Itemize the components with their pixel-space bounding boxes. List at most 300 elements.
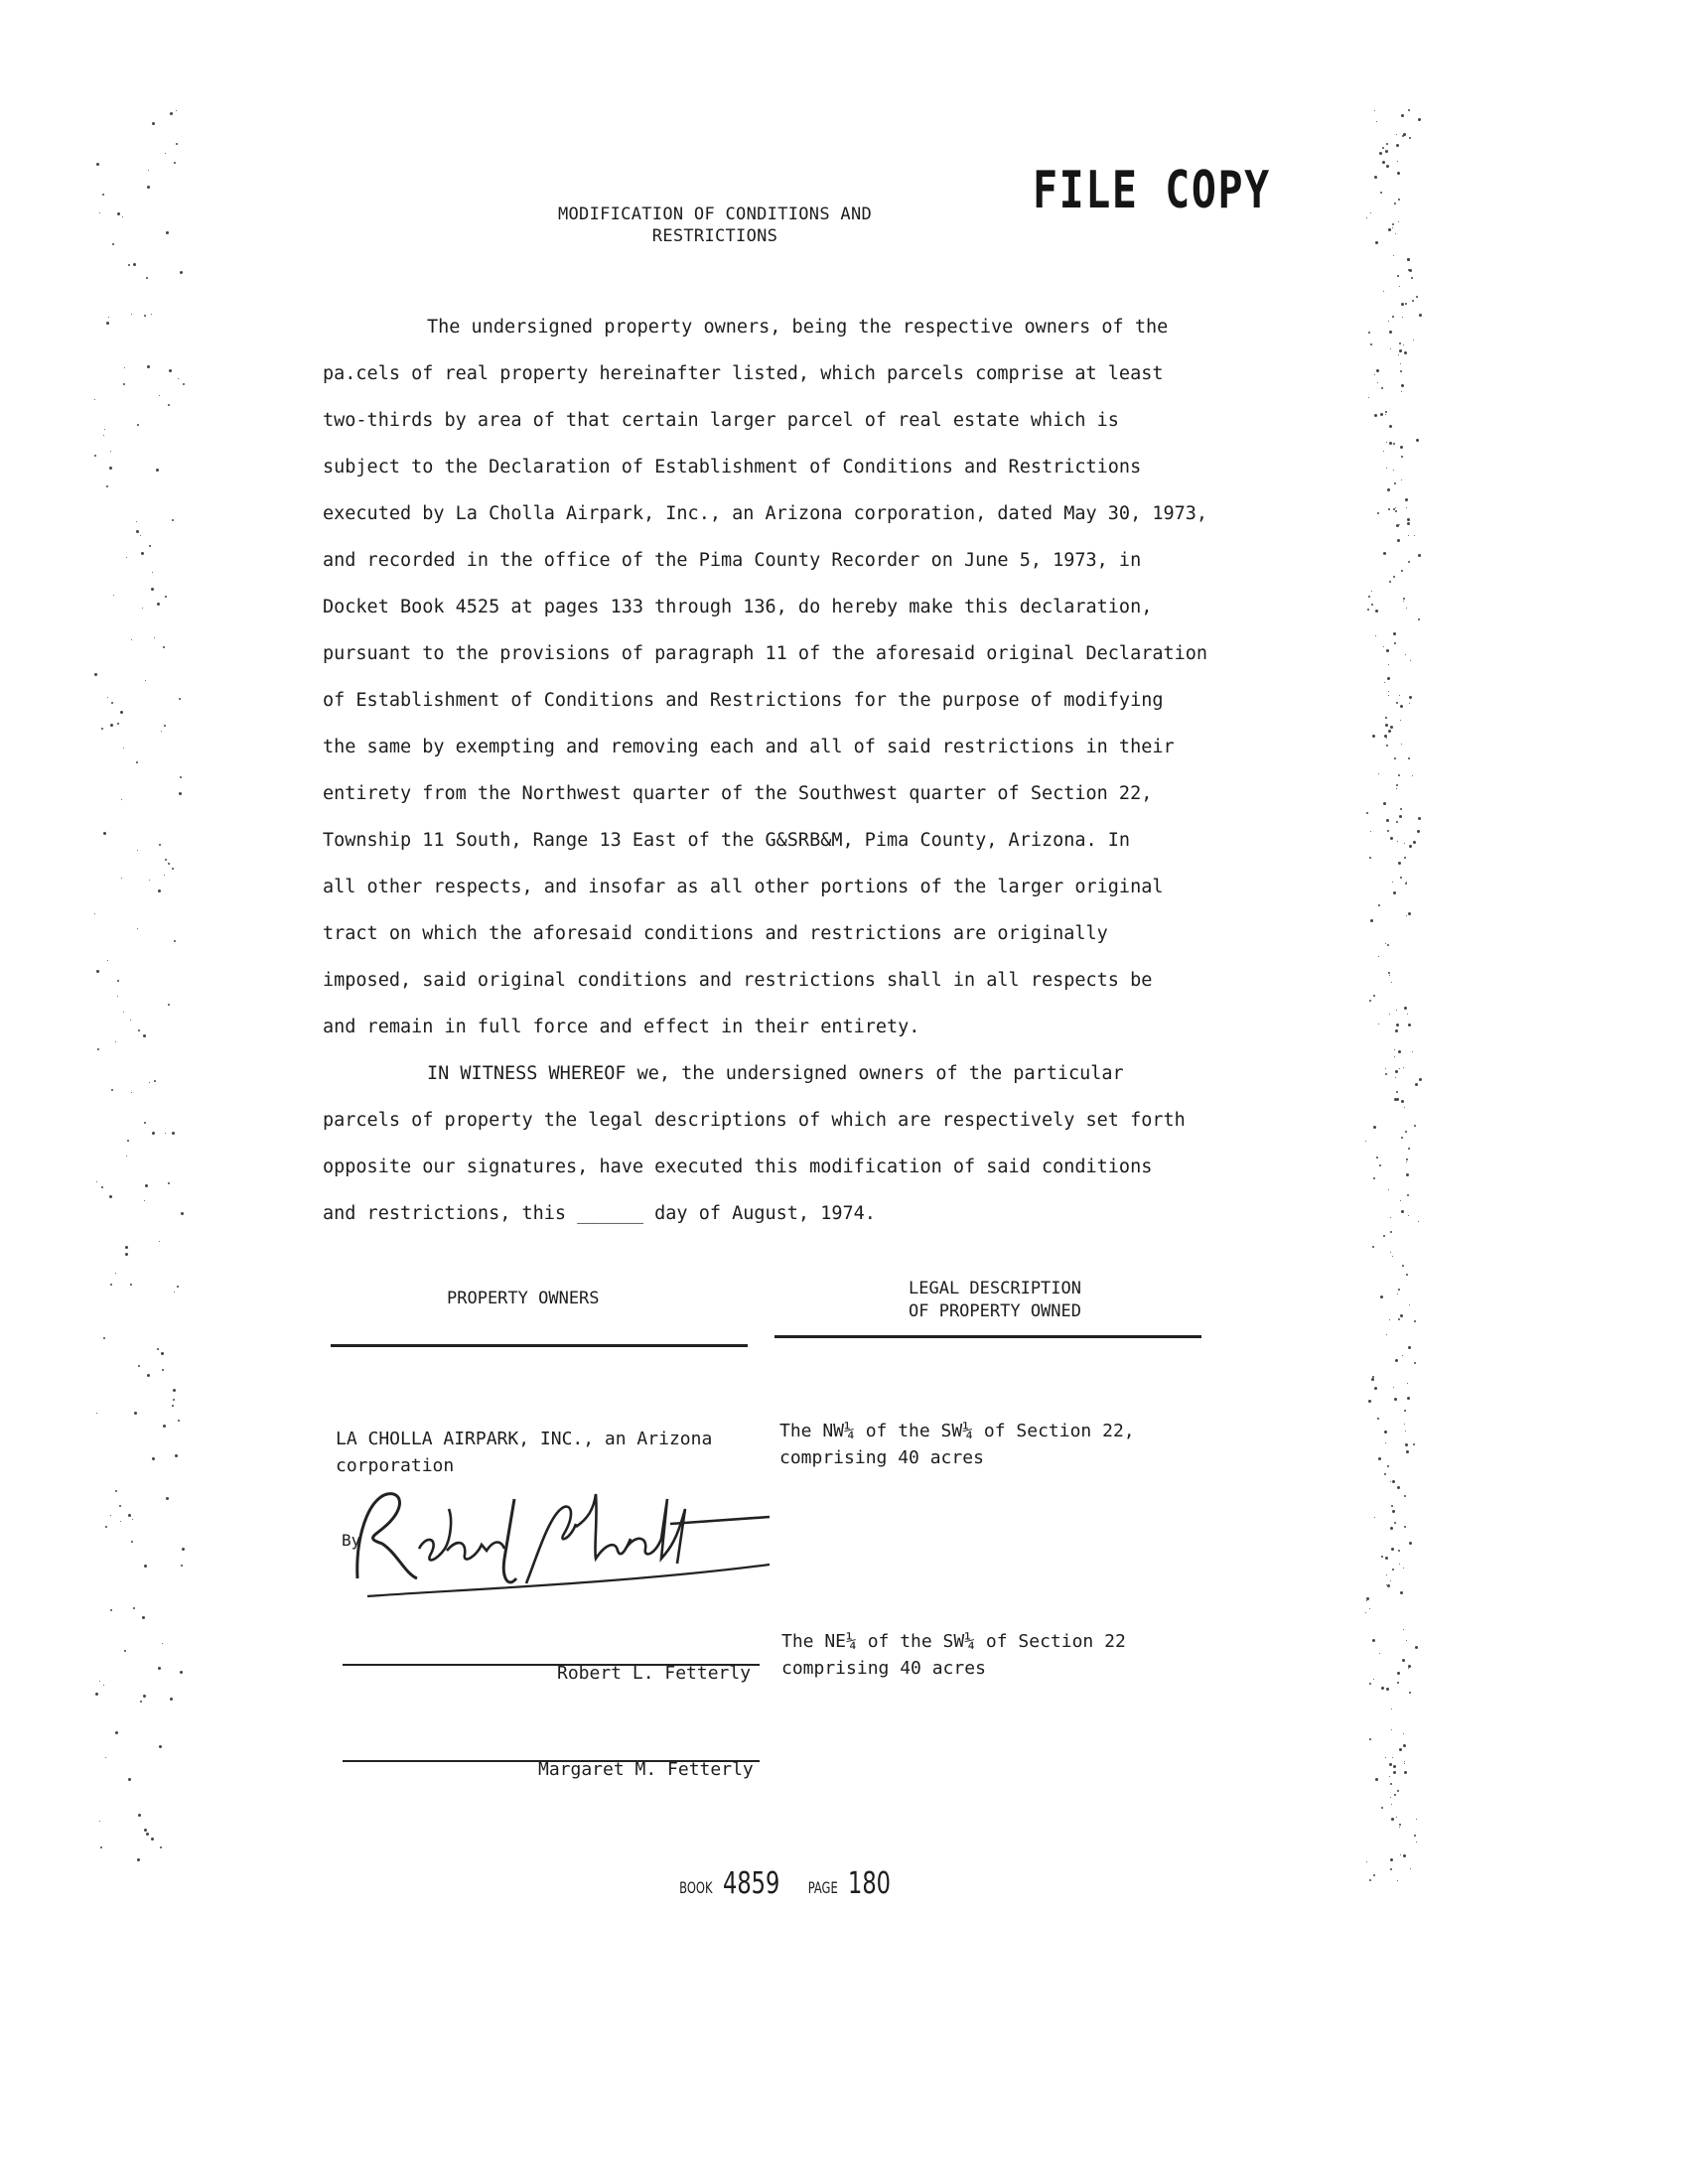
scan-speck <box>1412 300 1414 302</box>
scan-speck <box>1406 1161 1407 1162</box>
scan-speck <box>1390 1797 1391 1798</box>
scan-speck <box>1386 143 1388 145</box>
scan-speck <box>1369 1683 1371 1685</box>
scan-speck <box>1399 1748 1402 1751</box>
scan-speck <box>1389 331 1392 334</box>
scan-speck <box>138 1029 140 1031</box>
scan-speck <box>1408 109 1410 111</box>
owner-type: corporation <box>336 1455 455 1476</box>
scan-speck <box>104 429 105 430</box>
scan-speck <box>1394 1398 1397 1401</box>
scan-speck <box>1380 1296 1383 1298</box>
scan-speck <box>1408 912 1411 915</box>
scan-speck <box>1399 286 1400 287</box>
scan-speck <box>1416 439 1419 442</box>
scan-speck <box>183 383 185 385</box>
scan-speck <box>124 367 125 368</box>
scan-speck <box>101 728 103 730</box>
scan-speck <box>1409 1542 1412 1545</box>
body-line: of Establishment of Conditions and Restrictions for the purpose of modifying <box>323 690 1164 711</box>
scan-speck <box>1374 110 1375 111</box>
scan-speck <box>1383 291 1384 292</box>
scan-speck <box>1393 255 1394 256</box>
scan-speck <box>176 110 177 111</box>
witness-line: parcels of property the legal descriptions of which are respectively set forth <box>323 1110 1186 1131</box>
scan-speck <box>1368 397 1369 398</box>
scan-speck <box>1402 1265 1404 1267</box>
scan-speck <box>174 162 176 164</box>
scan-speck <box>1406 1159 1408 1160</box>
scan-speck <box>1418 1221 1419 1222</box>
scan-speck <box>1400 1200 1401 1201</box>
scan-speck <box>103 832 106 835</box>
scan-speck <box>144 1829 147 1832</box>
scan-speck <box>99 1681 100 1682</box>
scan-speck <box>151 588 154 591</box>
scan-speck <box>1385 943 1386 944</box>
scan-speck <box>1389 1319 1390 1320</box>
owners-column-rule <box>331 1344 748 1347</box>
scan-speck <box>1386 442 1387 443</box>
scan-speck <box>1370 831 1371 832</box>
scan-speck <box>1403 598 1405 600</box>
scan-speck <box>163 646 165 648</box>
scan-speck <box>117 723 119 725</box>
scan-speck <box>1392 882 1393 883</box>
scan-speck <box>1403 1733 1404 1734</box>
scan-speck <box>1396 784 1398 786</box>
body-line: subject to the Declaration of Establishment of Conditions and Restrictions <box>323 457 1142 478</box>
scan-speck <box>178 378 179 379</box>
scan-speck <box>1374 414 1377 417</box>
scan-speck <box>1392 1569 1394 1570</box>
legal-description: comprising 40 acres <box>781 1658 986 1679</box>
scan-speck <box>1374 1387 1377 1390</box>
scan-speck <box>181 1565 183 1567</box>
scan-speck <box>1375 635 1376 636</box>
legal-description-header-line-2: OF PROPERTY OWNED <box>909 1301 1081 1321</box>
scan-speck <box>101 1186 103 1188</box>
scan-speck <box>1387 1465 1389 1467</box>
scan-speck <box>1403 601 1404 602</box>
scan-speck <box>1393 632 1396 635</box>
scan-speck <box>1377 1418 1379 1420</box>
scan-speck <box>1385 414 1386 415</box>
scan-speck <box>1403 1629 1404 1630</box>
scan-speck <box>1384 1431 1387 1433</box>
scan-speck <box>1404 843 1405 844</box>
scan-speck <box>160 1846 162 1848</box>
scan-speck <box>1418 618 1420 620</box>
legal-description: The NW¼ of the SW¼ of Section 22, <box>779 1421 1135 1441</box>
book-number: 4859 <box>722 1866 779 1901</box>
scan-speck <box>159 1241 160 1242</box>
scan-speck <box>1370 212 1371 213</box>
scan-speck <box>137 1858 140 1861</box>
scan-speck <box>1377 512 1379 514</box>
owner-name: LA CHOLLA AIRPARK, INC., an Arizona <box>336 1429 713 1449</box>
scan-speck <box>128 1514 131 1517</box>
scan-speck <box>1375 610 1378 613</box>
scan-speck <box>1377 382 1378 383</box>
scan-speck <box>1399 1827 1400 1828</box>
scan-speck <box>1414 1320 1416 1322</box>
scan-speck <box>1394 1049 1395 1050</box>
scan-speck <box>131 639 132 640</box>
body-line: all other respects, and insofar as all other portions of the larger original <box>323 877 1164 897</box>
scan-speck <box>142 1616 145 1619</box>
scan-speck <box>130 1020 131 1021</box>
scan-speck <box>1414 535 1415 536</box>
scan-speck <box>154 1080 156 1082</box>
scan-speck <box>1399 524 1400 525</box>
scan-speck <box>1404 1424 1405 1425</box>
scan-speck <box>149 1082 150 1083</box>
scan-speck <box>1387 488 1390 491</box>
scan-speck <box>1411 277 1413 279</box>
scan-speck <box>1390 837 1393 840</box>
witness-line: IN WITNESS WHEREOF we, the undersigned owners of the particular <box>427 1063 1124 1084</box>
scan-speck <box>1409 845 1412 848</box>
scan-speck <box>126 557 127 558</box>
scan-speck <box>1405 1443 1408 1446</box>
scan-speck <box>140 535 141 536</box>
scan-speck <box>1398 199 1400 201</box>
scan-speck <box>137 424 139 426</box>
scan-speck <box>1397 1682 1399 1684</box>
scan-speck <box>154 637 155 638</box>
scan-speck <box>147 365 150 368</box>
scan-speck <box>110 451 111 452</box>
scan-speck <box>165 859 167 861</box>
scan-speck <box>110 724 113 727</box>
scan-speck <box>1385 1068 1386 1069</box>
scan-speck <box>1399 1564 1400 1565</box>
scan-speck <box>174 1292 175 1293</box>
scan-speck <box>1402 135 1404 137</box>
scan-speck <box>107 697 108 698</box>
body-line: Township 11 South, Range 13 East of the G&SRB&M, Pima County, Arizona. In <box>323 830 1131 851</box>
scan-speck <box>1374 176 1377 179</box>
scan-speck <box>1398 1289 1400 1291</box>
scan-speck <box>165 596 167 598</box>
scan-speck <box>1382 147 1384 149</box>
scan-speck <box>1408 561 1410 563</box>
scan-speck <box>1405 498 1408 501</box>
scan-speck <box>1408 1215 1409 1216</box>
scan-speck <box>1393 470 1394 471</box>
scan-speck <box>117 980 119 982</box>
scan-speck <box>133 1607 135 1609</box>
scan-speck <box>1373 1679 1374 1680</box>
scan-speck <box>158 1667 161 1670</box>
scan-speck <box>1385 1073 1387 1075</box>
scan-speck <box>176 143 178 145</box>
scan-speck <box>1404 1761 1405 1762</box>
scan-speck <box>1373 1874 1375 1876</box>
scan-speck <box>115 1273 116 1274</box>
scan-speck <box>132 1519 133 1520</box>
scan-speck <box>1383 802 1386 805</box>
scan-speck <box>1412 775 1413 776</box>
scan-speck <box>1390 1783 1392 1785</box>
scan-speck <box>1398 1318 1400 1320</box>
scan-speck <box>131 314 132 315</box>
scan-speck <box>1389 1763 1392 1766</box>
by-label: By <box>342 1531 361 1550</box>
scan-speck <box>1407 1014 1408 1015</box>
scan-speck <box>1404 1771 1407 1774</box>
scan-speck <box>1400 877 1402 879</box>
scan-speck <box>1395 1359 1398 1362</box>
scan-speck <box>1401 384 1404 387</box>
scan-speck <box>123 1012 124 1013</box>
scan-speck <box>109 1195 112 1198</box>
scan-speck <box>1379 1653 1380 1654</box>
scan-speck <box>1408 1346 1411 1349</box>
scan-speck <box>138 1814 141 1817</box>
scan-speck <box>1398 1550 1400 1552</box>
scan-speck <box>1386 649 1389 652</box>
scan-speck <box>1400 370 1402 372</box>
scan-speck <box>1398 1050 1401 1053</box>
scan-speck <box>1405 303 1407 305</box>
body-line: and remain in full force and effect in their entirety. <box>323 1017 920 1037</box>
scan-speck <box>105 1757 106 1758</box>
scan-speck <box>1387 677 1390 680</box>
scan-speck <box>151 1838 154 1841</box>
scan-speck <box>1400 705 1403 708</box>
scan-speck <box>1405 654 1406 655</box>
scan-speck <box>1407 518 1410 521</box>
scan-speck <box>1384 1473 1386 1475</box>
scan-speck <box>131 1092 132 1093</box>
page-number: 180 <box>847 1866 891 1901</box>
scan-speck <box>1391 1708 1392 1709</box>
scan-speck <box>1414 1125 1416 1127</box>
scan-speck <box>128 1778 131 1781</box>
scan-speck <box>1370 919 1373 922</box>
scan-speck <box>1390 1231 1392 1233</box>
scan-speck <box>1397 1672 1400 1675</box>
scan-speck <box>1386 819 1389 822</box>
scan-speck <box>1401 303 1404 306</box>
scan-speck <box>120 711 123 714</box>
scan-speck <box>110 1284 112 1286</box>
legal-column-rule <box>774 1335 1201 1338</box>
scan-speck <box>144 1122 146 1124</box>
scan-speck <box>121 799 122 800</box>
scan-speck <box>180 1671 183 1674</box>
scan-speck <box>1375 1778 1378 1781</box>
scan-speck <box>1374 374 1375 375</box>
body-line: tract on which the aforesaid conditions and restrictions are originally <box>323 923 1108 944</box>
scan-speck <box>149 545 151 547</box>
scan-speck <box>94 913 95 914</box>
scan-speck <box>1406 1173 1409 1176</box>
scan-speck <box>1387 830 1389 832</box>
scan-speck <box>1405 1431 1406 1432</box>
scan-speck <box>1404 1410 1406 1412</box>
scan-speck <box>1388 508 1390 510</box>
scan-speck <box>168 1004 170 1006</box>
scan-speck <box>1417 830 1420 833</box>
legal-description-header <box>909 1278 1081 1323</box>
scan-speck <box>1367 609 1369 611</box>
scan-speck <box>1385 1557 1388 1560</box>
scan-speck <box>1393 508 1395 510</box>
scan-speck <box>1365 1612 1366 1613</box>
scan-speck <box>136 761 138 763</box>
scan-speck <box>99 212 100 213</box>
scan-speck <box>1369 1608 1370 1609</box>
scan-speck <box>1406 1450 1409 1453</box>
scan-speck <box>133 263 136 266</box>
scan-speck <box>112 243 114 245</box>
body-line: and recorded in the office of the Pima County Recorder on June 5, 1973, in <box>323 550 1142 571</box>
scan-speck <box>1392 316 1394 318</box>
scan-speck <box>174 940 176 942</box>
scan-speck <box>1395 233 1396 234</box>
scan-speck <box>180 271 183 274</box>
scan-speck <box>96 163 99 166</box>
scan-speck <box>168 1182 170 1184</box>
scan-speck <box>1416 1819 1417 1820</box>
scan-speck <box>1378 956 1379 957</box>
scan-speck <box>1378 904 1380 906</box>
scan-speck <box>1372 1246 1374 1248</box>
scan-speck <box>117 996 118 997</box>
scan-speck <box>1388 691 1389 692</box>
scan-speck <box>1406 915 1407 916</box>
scan-speck <box>1385 1442 1386 1443</box>
scan-speck <box>1368 596 1370 598</box>
scan-speck <box>1373 1126 1376 1129</box>
scan-speck <box>1398 221 1399 222</box>
body-line: two-thirds by area of that certain larger parcel of real estate which is <box>323 410 1119 431</box>
scan-speck <box>1394 203 1396 205</box>
title-line-2: RESTRICTIONS <box>651 226 778 246</box>
scan-speck <box>1395 507 1396 508</box>
scan-speck <box>1412 1051 1413 1052</box>
scan-speck <box>1387 1584 1390 1587</box>
scan-speck <box>1396 702 1398 704</box>
scan-speck <box>1393 1387 1394 1388</box>
scan-speck <box>1403 1854 1406 1857</box>
scan-speck <box>1371 604 1373 606</box>
scan-speck <box>1388 321 1389 322</box>
scan-speck <box>1390 1481 1391 1482</box>
scan-speck <box>1392 1757 1393 1758</box>
body-paragraph <box>323 304 1236 1237</box>
scan-speck <box>1381 387 1383 389</box>
scan-speck <box>103 435 104 436</box>
scan-speck <box>1398 774 1400 776</box>
scan-speck <box>1406 608 1407 609</box>
scan-speck <box>1386 745 1388 747</box>
scan-speck <box>1391 1818 1394 1821</box>
scan-speck <box>1393 1765 1396 1768</box>
scan-speck <box>94 673 97 676</box>
scan-speck <box>1392 1480 1395 1483</box>
scan-speck <box>1386 1334 1387 1335</box>
scan-speck <box>1390 1217 1391 1218</box>
scan-speck <box>1407 258 1410 261</box>
scan-speck <box>1376 1157 1378 1159</box>
scan-speck <box>1409 137 1411 139</box>
scan-speck <box>94 455 96 457</box>
scan-speck <box>1396 144 1399 147</box>
file-copy-stamp: FILE COPY <box>1033 161 1271 220</box>
scan-speck <box>1400 1854 1401 1855</box>
scan-speck <box>1366 1600 1367 1601</box>
scan-speck <box>1396 134 1397 135</box>
scan-speck <box>96 970 99 973</box>
scan-speck <box>1390 726 1393 729</box>
scan-speck <box>1383 552 1386 555</box>
scan-speck <box>1406 507 1407 508</box>
scan-speck <box>1404 1763 1405 1764</box>
body-line: imposed, said original conditions and restrictions shall in all respects be <box>323 970 1153 991</box>
scan-speck <box>1402 1659 1405 1662</box>
scan-speck <box>1390 1252 1391 1253</box>
scan-speck <box>123 383 125 385</box>
scan-speck <box>147 1374 150 1377</box>
scan-speck <box>1393 891 1396 894</box>
witness-line: and restrictions, this ______ day of August, 1974. <box>323 1203 876 1224</box>
scan-speck <box>1379 1164 1381 1166</box>
scan-speck <box>130 1284 132 1286</box>
scan-speck <box>168 863 170 865</box>
legal-description: comprising 40 acres <box>779 1447 984 1468</box>
scan-speck <box>138 1365 140 1367</box>
scan-speck <box>1389 425 1392 428</box>
scan-speck <box>1391 982 1392 983</box>
scan-speck <box>1408 1148 1410 1150</box>
scan-speck <box>1414 1835 1416 1837</box>
scan-speck <box>1380 413 1383 416</box>
scan-speck <box>123 748 124 749</box>
scan-speck <box>1401 1100 1404 1103</box>
scan-speck <box>137 850 138 851</box>
scan-speck <box>1371 591 1372 592</box>
scan-speck <box>1401 1137 1403 1139</box>
scan-speck <box>1381 1556 1383 1558</box>
body-line: The undersigned property owners, being the respective owners of the <box>427 317 1169 338</box>
scan-speck <box>115 1490 117 1492</box>
scan-speck <box>144 1200 145 1201</box>
scan-speck <box>106 485 108 487</box>
scan-speck <box>149 880 150 881</box>
scan-speck <box>166 231 169 234</box>
scan-speck <box>1419 1078 1422 1081</box>
body-line: entirety from the Northwest quarter of the Southwest quarter of Section 22, <box>323 783 1153 804</box>
scan-speck <box>115 1041 116 1042</box>
scan-speck <box>100 1846 102 1848</box>
scan-speck <box>1407 522 1410 525</box>
scan-speck <box>169 369 172 372</box>
scan-speck <box>1397 841 1398 842</box>
scan-speck <box>103 1337 105 1339</box>
scan-speck <box>143 1034 146 1037</box>
scan-speck <box>165 153 166 154</box>
scan-speck <box>152 122 155 125</box>
scan-speck <box>1404 1495 1406 1497</box>
scan-speck <box>1404 1007 1407 1010</box>
scan-speck <box>1416 1842 1417 1843</box>
scan-speck <box>1409 703 1410 704</box>
scan-speck <box>1397 172 1400 175</box>
